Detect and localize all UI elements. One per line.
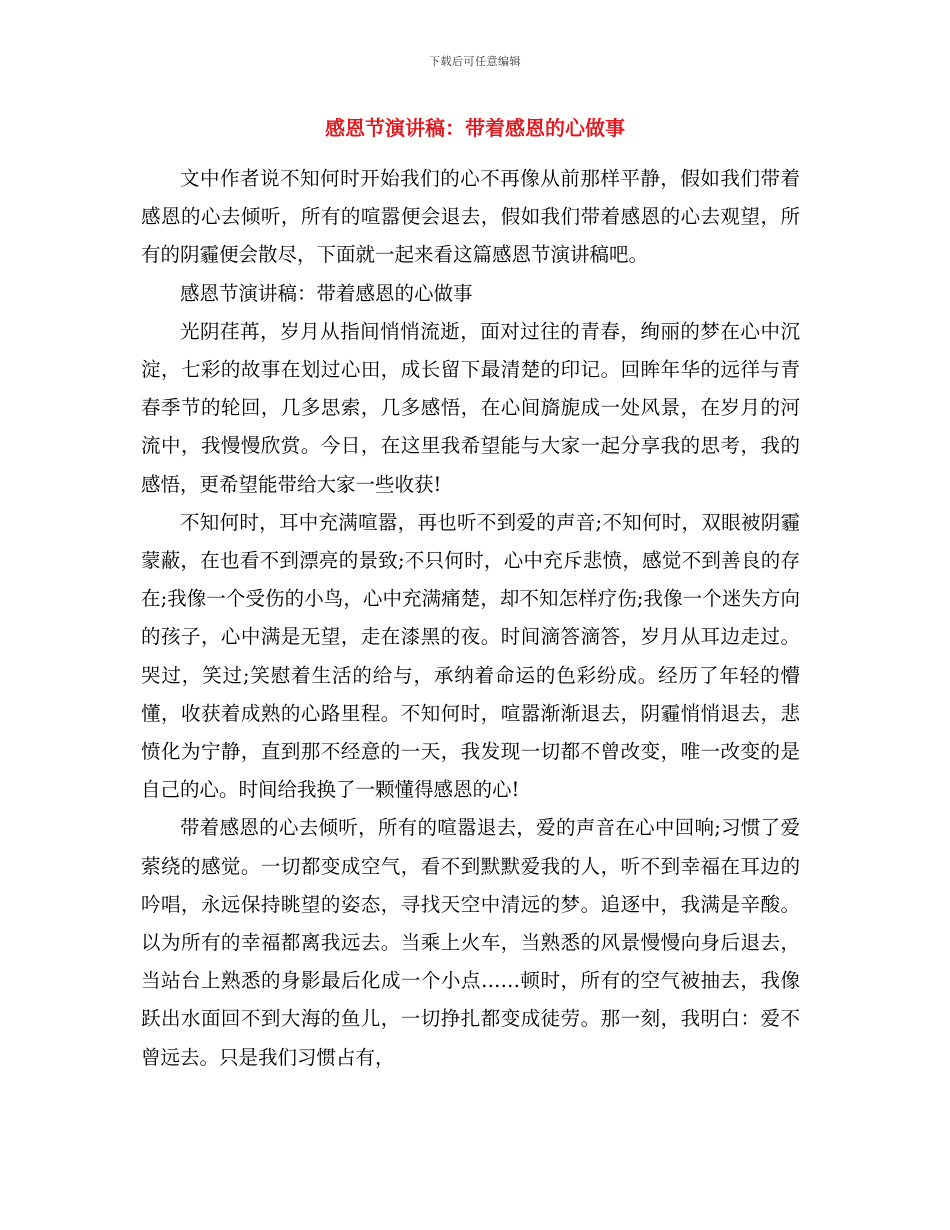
document-body bbox=[141, 160, 800, 1077]
paragraph: 光阴荏苒，岁月从指间悄悄流逝，面对过往的青春，绚丽的梦在心中沉淀，七彩的故事在划过心田，成长留下最清楚的印记。回眸年华的远徉与青春季节的轮回，几多思索，几多感悟，在心间旖旎成一处风景，在岁月的河流中，我慢慢欣赏。今日，在这里我希望能与大家一起分享我的思考，我的感悟，更希望能带给大家一些收获! bbox=[141, 319, 800, 496]
page-header-note: 下载后可任意编辑 bbox=[429, 55, 521, 68]
paragraph-intro: 文中作者说不知何时开始我们的心不再像从前那样平静，假如我们带着感恩的心去倾听，所有的喧嚣便会退去，假如我们带着感恩的心去观望，所有的阴霾便会散尽，下面就一起来看这篇感恩节演讲稿吧。 bbox=[141, 167, 800, 267]
paragraph-subtitle: 感恩节演讲稿：带着感恩的心做事 bbox=[180, 281, 473, 305]
paragraph: 不知何时，耳中充满喧嚣，再也听不到爱的声音;不知何时，双眼被阴霾蒙蔽，在也看不到漂亮的景致;不只何时，心中充斥悲愤，感觉不到善良的存在;我像一个受伤的小鸟，心中充满痛楚，却不知怎样疗伤;我像一个迷失方向的孩子，心中满是无望，走在漆黑的夜。时间滴答滴答，岁月从耳边走过。哭过，笑过;笑慰着生活的给与，承纳着命运的色彩纷成。经历了年轻的懵懂，收获着成熟的心路里程。不知何时，喧嚣渐渐退去，阴霾悄悄退去，悲愤化为宁静，直到那不经意的一天，我发现一切都不曾改变，唯一改变的是自己的心。时间给我换了一颗懂得感恩的心! bbox=[141, 510, 800, 802]
document-title: 感恩节演讲稿：带着感恩的心做事 bbox=[325, 116, 625, 140]
paragraph: 带着感恩的心去倾听，所有的喧嚣退去，爱的声音在心中回响;习惯了爱萦绕的感觉。一切都变成空气，看不到默默爱我的人，听不到幸福在耳边的吟唱，永远保持眺望的姿态，寻找天空中清远的梦。追逐中，我满是辛酸。以为所有的幸福都离我远去。当乘上火车，当熟悉的风景慢慢向身后退去，当站台上熟悉的身影最后化成一个小点……顿时，所有的空气被抽去，我像跃出水面回不到大海的鱼儿，一切挣扎都变成徒劳。那一刻，我明白：爱不曾远去。只是我们习惯占有， bbox=[141, 816, 800, 1069]
